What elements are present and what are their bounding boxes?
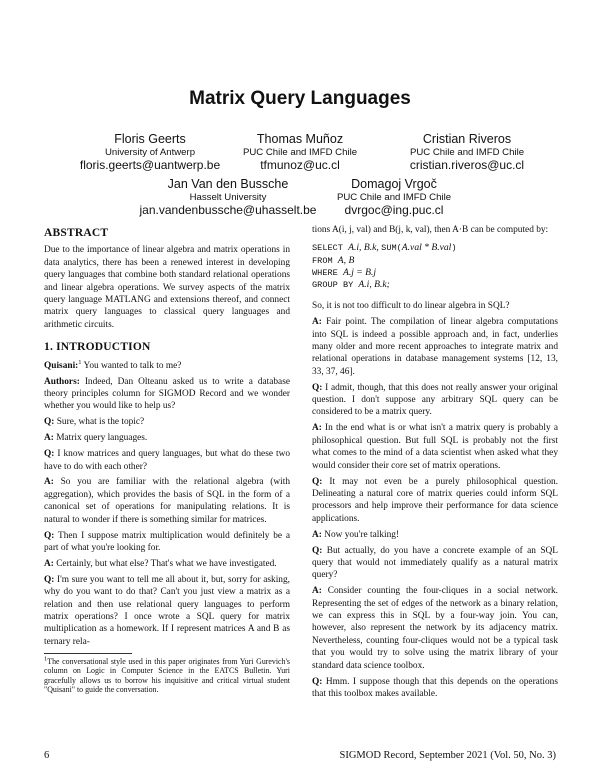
paragraph-text: So, it is not too difficult to do linear algebra in SQL? bbox=[312, 301, 510, 312]
author-affiliation: Hasselt University bbox=[189, 192, 267, 203]
right-column bbox=[312, 224, 558, 704]
author-email: cristian.riveros@uc.cl bbox=[409, 158, 525, 172]
dialogue-paragraph bbox=[44, 530, 290, 555]
author-3 bbox=[372, 132, 562, 172]
sql-expression: A, B bbox=[337, 254, 355, 266]
dialogue-paragraph bbox=[44, 376, 290, 413]
section-heading: 1. INTRODUCTION bbox=[44, 341, 151, 354]
author-email: jan.vandenbussche@uhasselt.be bbox=[139, 203, 317, 217]
paragraph-text: So you are familiar with the relational algebra (with aggregation), which provides the basis of SQL in the form of a canonical set of operations for manipulating relations. It is natural to wonder if there is something similar for matrices. bbox=[44, 477, 290, 525]
author-affiliation: PUC Chile and IMFD Chile bbox=[409, 147, 525, 158]
speaker-label: A: bbox=[44, 433, 54, 444]
paragraph-text: I'm sure you want to tell me all about it, but, sorry for asking, why do you want to do that? Can't you just view a matrix as a relation and then use relational query languages to perform matrix operations? I once wrote a SQL query for matrix multiplication as a homework. If I represent matrices A and B as ternary rela- bbox=[44, 574, 290, 647]
author-affiliation: PUC Chile and IMFD Chile bbox=[242, 147, 358, 158]
footnote-marker: 1 bbox=[78, 358, 82, 366]
dialogue-paragraph bbox=[44, 448, 290, 473]
sql-expression: A.val * B.val bbox=[401, 242, 452, 254]
speaker-label: A: bbox=[312, 423, 322, 434]
paragraph-text: Consider counting the four-cliques in a social network. Representing the set of edges of the network as a binary relation, we can express this in SQL by a four-way join. You can, however, also represent the network by its adjacency matrix. Nevertheless, counting four-cliques would not be a typical task that you would try to solve using the matrix library of your standard data science toolbox. bbox=[312, 586, 558, 671]
footnote-marker: 1 bbox=[44, 655, 48, 663]
author-name: Cristian Riveros bbox=[422, 132, 512, 146]
author-2 bbox=[212, 132, 388, 172]
speaker-label: Q: bbox=[312, 476, 323, 487]
dialogue-paragraph bbox=[44, 476, 290, 526]
author-email: tfmunoz@uc.cl bbox=[260, 158, 340, 172]
paragraph-text: Now you're talking! bbox=[321, 529, 400, 540]
paragraph-text: You wanted to talk to me? bbox=[81, 360, 182, 371]
sql-keyword: SUM( bbox=[381, 243, 402, 254]
paragraph-text: I admit, though, that this does not really answer your original question. I don't suppose any arbitrary SQL query can be considered to be a matrix query. bbox=[312, 382, 558, 418]
speaker-label: Q: bbox=[44, 574, 55, 585]
left-column bbox=[44, 227, 290, 652]
dialogue-paragraph bbox=[312, 545, 558, 582]
speaker-label: Quisani: bbox=[44, 360, 79, 371]
page-number: 6 bbox=[44, 750, 50, 761]
author-name: Domagoj Vrgoč bbox=[351, 177, 437, 191]
dialogue-paragraph bbox=[44, 416, 290, 428]
paragraph-text: Sure, what is the topic? bbox=[54, 417, 145, 428]
paragraph-text: Matrix query languages. bbox=[53, 433, 148, 444]
author-email: dvrgoc@ing.puc.cl bbox=[344, 203, 444, 217]
sql-keyword: WHERE bbox=[312, 267, 343, 278]
paragraph-text: Then I suppose matrix multiplication would definitely be a part of what you're looking for. bbox=[44, 530, 290, 553]
author-5 bbox=[316, 177, 472, 217]
dialogue-paragraph bbox=[44, 574, 290, 648]
paragraph-text: I know matrices and query languages, but what do these two have to do with each other? bbox=[44, 449, 290, 472]
dialogue-paragraph bbox=[312, 585, 558, 672]
paragraph-text: In the end what is or what isn't a matrix query is probably a philosophical question. But full SQL is probably not the first what comes to the mind of a data scientist when asked what they would consider their core set of matrix operations. bbox=[312, 423, 558, 471]
dialogue-paragraph bbox=[312, 300, 558, 312]
speaker-label: A: bbox=[312, 529, 322, 540]
paragraph-text: Fair point. The compilation of linear algebra computations into SQL is indeed a possible approach and, in fact, underlies many older and more recent approaches to integrate matrix and relational operations in database management systems [12, 13, 33, 37, 46]. bbox=[312, 317, 558, 377]
speaker-label: A: bbox=[44, 477, 54, 488]
speaker-label: A: bbox=[312, 586, 322, 597]
speaker-label: Q: bbox=[44, 449, 55, 460]
dialogue-paragraph bbox=[312, 422, 558, 472]
paragraph-text: It may not even be a purely philosophical question. Delineating a natural core of matrix queries could inform SQL processors and help improve their performance for data science applications. bbox=[312, 476, 558, 524]
sql-expression: A.j = B.j bbox=[342, 266, 377, 278]
speaker-label: Authors: bbox=[44, 376, 80, 387]
paragraph-text: Hmm. I suppose though that this depends on the operations that this toolbox makes available. bbox=[312, 676, 558, 699]
abstract-heading: ABSTRACT bbox=[44, 227, 109, 239]
footnote-divider bbox=[44, 653, 132, 654]
sql-expression: A.i, B.k; bbox=[358, 279, 390, 291]
author-affiliation: University of Antwerp bbox=[104, 147, 196, 158]
author-affiliation: PUC Chile and IMFD Chile bbox=[336, 192, 452, 203]
author-name: Thomas Muñoz bbox=[256, 132, 344, 146]
author-4 bbox=[130, 177, 326, 217]
speaker-label: Q: bbox=[44, 417, 55, 428]
sql-keyword: SELECT bbox=[312, 243, 349, 254]
dialogue-paragraph bbox=[312, 382, 558, 419]
sql-keyword: ) bbox=[451, 243, 457, 254]
paragraph-text: But actually, do you have a concrete example of an SQL query that would not immediately qualify as a natural matrix query? bbox=[312, 545, 558, 581]
paragraph-text: tions A(i, j, val) and B(j, k, val), then A·B can be computed by: bbox=[312, 225, 549, 235]
dialogue-paragraph bbox=[312, 476, 558, 526]
dialogue-paragraph bbox=[44, 558, 290, 570]
speaker-label: A: bbox=[44, 558, 54, 569]
sql-keyword: GROUP BY bbox=[312, 280, 359, 291]
paragraph-text: Certainly, but what else? That's what we have investigated. bbox=[53, 558, 277, 569]
sql-keyword: FROM bbox=[312, 255, 338, 266]
author-name: Floris Geerts bbox=[114, 132, 186, 146]
speaker-label: Q: bbox=[312, 545, 323, 556]
dialogue-paragraph bbox=[44, 360, 290, 372]
sql-expression: A.i, B.k, bbox=[348, 242, 382, 254]
dialogue-paragraph bbox=[312, 316, 558, 378]
paper-title: Matrix Query Languages bbox=[189, 88, 411, 109]
footnote-text: The conversational style used in this paper originates from Yuri Gurevich's column on Logic in Computer Science in the EATCS Bulletin. Yuri gracefully allows us to borrow his inquisitive and critical virtual student "Quisani" to guide the conversation. bbox=[44, 657, 290, 695]
author-name: Jan Van den Bussche bbox=[167, 177, 289, 191]
venue-footer: SIGMOD Record, September 2021 (Vol. 50, No. 3) bbox=[339, 750, 556, 761]
dialogue-paragraph bbox=[312, 529, 558, 541]
dialogue-paragraph bbox=[44, 432, 290, 444]
paragraph-text: Indeed, Dan Olteanu asked us to write a database theory principles column for SIGMOD Record and we wonder whether you would like to help us? bbox=[44, 376, 290, 412]
speaker-label: A: bbox=[312, 317, 322, 328]
author-email: floris.geerts@uantwerp.be bbox=[79, 158, 221, 172]
abstract-text: Due to the importance of linear algebra and matrix operations in data analytics, there has been a renewed interest in developing query languages that combine both standard relational operations and linear algebra operations. We survey aspects of the matrix query language MATLANG and extensions thereof, and connect matrix query languages to classical query languages and arithmetic circuits. bbox=[44, 245, 290, 330]
dialogue-paragraph bbox=[312, 676, 558, 701]
speaker-label: Q: bbox=[312, 382, 323, 393]
footnote bbox=[44, 657, 290, 695]
sql-code-block bbox=[312, 242, 558, 291]
speaker-label: Q: bbox=[44, 530, 55, 541]
speaker-label: Q: bbox=[312, 676, 323, 687]
